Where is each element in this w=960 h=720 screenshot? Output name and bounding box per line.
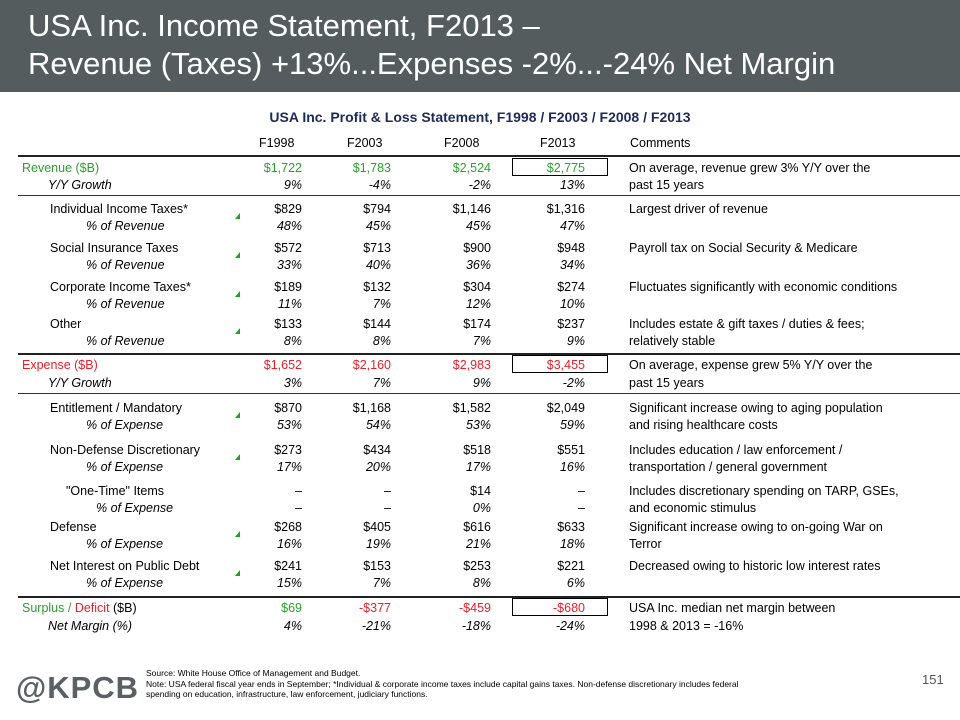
cell: 0% — [472, 501, 491, 515]
row-label-pct: % of Revenue — [86, 219, 165, 233]
comment: Terror — [629, 537, 662, 551]
cell: -$459 — [459, 601, 491, 615]
cell: $633 — [557, 520, 585, 534]
cell: -4% — [368, 178, 391, 192]
cell: 8% — [472, 576, 491, 590]
comment: Significant increase owing to aging population — [629, 401, 883, 415]
cell: 36% — [465, 258, 491, 272]
col-header-f1998: F1998 — [259, 136, 295, 150]
comment: On average, expense grew 5% Y/Y over the — [629, 358, 873, 372]
cell: -$377 — [359, 601, 391, 615]
col-header-f2008: F2008 — [444, 136, 480, 150]
cell: $14 — [470, 484, 491, 498]
cell: -24% — [555, 619, 585, 633]
cell: – — [578, 484, 585, 498]
deficit-label: Deficit — [74, 601, 110, 615]
comment: USA Inc. median net margin between — [629, 601, 836, 615]
row-label-pct: % of Revenue — [86, 297, 165, 311]
cell: $2,160 — [352, 358, 391, 372]
cell: 21% — [465, 537, 491, 551]
comment: Includes discretionary spending on TARP, GSEs, — [629, 484, 899, 498]
cell: -21% — [361, 619, 391, 633]
cell: $713 — [363, 241, 391, 255]
cell: 9% — [283, 178, 302, 192]
cell: $900 — [463, 241, 491, 255]
cell: 19% — [365, 537, 391, 551]
cell: $1,652 — [263, 358, 302, 372]
divider — [18, 393, 960, 394]
comment: past 15 years — [629, 376, 705, 390]
cell: $3,455 — [546, 358, 585, 372]
cell: $273 — [274, 443, 302, 457]
cell: – — [578, 501, 585, 515]
divider — [18, 596, 960, 598]
cell: $1,722 — [263, 161, 302, 175]
cell: 17% — [276, 460, 302, 474]
comment: 1998 & 2013 = -16% — [629, 619, 744, 633]
slide-header — [0, 0, 960, 92]
cell: $616 — [463, 520, 491, 534]
cell: $2,524 — [452, 161, 491, 175]
cell: $132 — [363, 280, 391, 294]
comment: On average, revenue grew 3% Y/Y over the — [629, 161, 871, 175]
cell: $518 — [463, 443, 491, 457]
cell: 59% — [559, 418, 585, 432]
cell: – — [384, 484, 391, 498]
cell: $1,582 — [452, 401, 491, 415]
row-label-pct: % of Expense — [86, 418, 164, 432]
col-header-f2003: F2003 — [347, 136, 383, 150]
cell: 20% — [365, 460, 391, 474]
note-line: Note: USA federal fiscal year ends in September; *Individual & corporate income taxes include capital gains taxes. Non-defense discretionary includes federal — [146, 678, 739, 689]
comment: and rising healthcare costs — [629, 418, 778, 432]
row-label-surplus-deficit — [22, 600, 137, 616]
cell: 12% — [465, 297, 491, 311]
cell: -2% — [562, 376, 585, 390]
cell: $304 — [463, 280, 491, 294]
cell: 16% — [559, 460, 585, 474]
source-line: Source: White House Office of Management and Budget. — [146, 668, 361, 678]
cell: 7% — [372, 376, 391, 390]
cell: $69 — [281, 601, 302, 615]
cell: $829 — [274, 202, 302, 216]
comment: Includes estate & gift taxes / duties & fees; — [629, 317, 865, 331]
cell: 45% — [465, 219, 491, 233]
unit-label: ($B) — [109, 601, 137, 615]
cell: 9% — [472, 376, 491, 390]
cell: $2,049 — [546, 401, 585, 415]
row-label-social: Social Insurance Taxes — [50, 241, 179, 255]
surplus-label: Surplus / — [22, 601, 75, 615]
slide-title-line2: Revenue (Taxes) +13%...Expenses -2%...-24% Net Margin — [28, 46, 836, 81]
cell: 33% — [276, 258, 302, 272]
row-label-entitlement: Entitlement / Mandatory — [50, 401, 183, 415]
row-label-pct: % of Expense — [96, 501, 174, 515]
cell: $572 — [274, 241, 302, 255]
row-label-individual: Individual Income Taxes* — [50, 202, 189, 216]
cell: $268 — [274, 520, 302, 534]
cell: $241 — [274, 559, 302, 573]
row-label-pct: % of Expense — [86, 460, 164, 474]
cell: 45% — [365, 219, 391, 233]
row-label-onetime: "One-Time" Items — [66, 484, 165, 498]
cell: 40% — [365, 258, 391, 272]
row-label-defense: Defense — [50, 520, 97, 534]
cell: 6% — [566, 576, 585, 590]
cell: 13% — [559, 178, 585, 192]
col-header-comments: Comments — [630, 136, 691, 150]
divider — [18, 155, 960, 157]
cell: $274 — [557, 280, 585, 294]
comment: past 15 years — [629, 178, 705, 192]
cell: -$680 — [553, 601, 585, 615]
comment: Significant increase owing to on-going War on — [629, 520, 883, 534]
row-label-pct: % of Expense — [86, 537, 164, 551]
slide-title-line1: USA Inc. Income Statement, F2013 – — [28, 8, 540, 43]
cell: 11% — [277, 297, 302, 311]
cell: 34% — [559, 258, 585, 272]
cell: 10% — [559, 297, 585, 311]
cell: $221 — [557, 559, 585, 573]
cell: – — [384, 501, 391, 515]
cell: $153 — [363, 559, 391, 573]
row-label-corporate: Corporate Income Taxes* — [50, 280, 191, 294]
source-note — [146, 668, 906, 700]
cell: $253 — [463, 559, 491, 573]
cell: 53% — [276, 418, 302, 432]
comment: transportation / general government — [629, 460, 828, 474]
cell: 7% — [372, 297, 391, 311]
row-label-nondefense: Non-Defense Discretionary — [50, 443, 201, 457]
row-label-other: Other — [50, 317, 82, 331]
cell: $1,168 — [352, 401, 391, 415]
row-label-expense-growth: Y/Y Growth — [48, 376, 112, 390]
comment: relatively stable — [629, 334, 716, 348]
cell: $2,775 — [546, 161, 585, 175]
divider — [18, 353, 960, 355]
divider — [18, 195, 960, 196]
page-number: 151 — [922, 672, 944, 687]
cell: $1,316 — [546, 202, 585, 216]
row-label-expense: Expense ($B) — [22, 358, 98, 372]
row-label-revenue: Revenue ($B) — [22, 161, 100, 175]
row-label-revenue-growth: Y/Y Growth — [48, 178, 112, 192]
cell: 3% — [283, 376, 302, 390]
cell: $794 — [363, 202, 391, 216]
cell: – — [295, 484, 302, 498]
cell: -18% — [461, 619, 491, 633]
cell: $133 — [274, 317, 302, 331]
cell: $870 — [274, 401, 302, 415]
cell: $434 — [363, 443, 391, 457]
comment: and economic stimulus — [629, 501, 757, 515]
cell: $405 — [363, 520, 391, 534]
table-title: USA Inc. Profit & Loss Statement, F1998 / F2003 / F2008 / F2013 — [269, 109, 691, 125]
cell: 4% — [283, 619, 302, 633]
comment: Fluctuates significantly with economic conditions — [629, 280, 898, 294]
kpcb-logo: @KPCB — [16, 670, 140, 705]
row-label-net-margin: Net Margin (%) — [48, 619, 133, 633]
cell: 17% — [465, 460, 491, 474]
cell: – — [295, 501, 302, 515]
cell: 7% — [372, 576, 391, 590]
cell: $144 — [363, 317, 391, 331]
cell: 7% — [472, 334, 491, 348]
col-header-f2013: F2013 — [540, 136, 576, 150]
cell: 48% — [276, 219, 302, 233]
cell: $174 — [463, 317, 491, 331]
row-label-pct: % of Revenue — [86, 258, 165, 272]
cell: $948 — [557, 241, 585, 255]
cell: $551 — [557, 443, 585, 457]
cell: -2% — [468, 178, 491, 192]
cell: 8% — [283, 334, 302, 348]
cell: 8% — [372, 334, 391, 348]
cell: $1,146 — [452, 202, 491, 216]
row-label-pct: % of Expense — [86, 576, 164, 590]
note-line: spending on education, infrastructure, law enforcement, judiciary functions. — [146, 689, 428, 699]
cell: 47% — [559, 219, 585, 233]
cell: 16% — [276, 537, 302, 551]
cell: 9% — [566, 334, 585, 348]
comment: Includes education / law enforcement / — [629, 443, 843, 457]
cell: 54% — [365, 418, 391, 432]
cell: $1,783 — [352, 161, 391, 175]
cell: 53% — [465, 418, 491, 432]
cell: 18% — [559, 537, 585, 551]
cell: 15% — [276, 576, 302, 590]
comment: Decreased owing to historic low interest rates — [629, 559, 881, 573]
cell: $189 — [274, 280, 302, 294]
row-label-pct: % of Revenue — [86, 334, 165, 348]
cell: $2,983 — [452, 358, 491, 372]
comment: Payroll tax on Social Security & Medicare — [629, 241, 858, 255]
comment: Largest driver of revenue — [629, 202, 768, 216]
cell: $237 — [557, 317, 585, 331]
row-label-interest: Net Interest on Public Debt — [50, 559, 200, 573]
